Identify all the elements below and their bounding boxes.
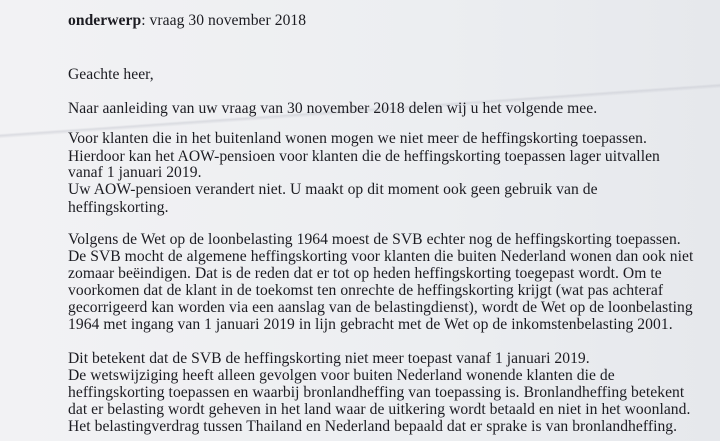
paragraph2-line: Volgens de Wet op de loonbelasting 1964 moest de SVB echter nog de heffingskorting toepassen. bbox=[68, 231, 681, 248]
paragraph3-line: Dit betekent dat de SVB de heffingskorting niet meer toepast vanaf 1 januari 2019. bbox=[68, 350, 590, 367]
salutation: Geachte heer, bbox=[68, 66, 154, 83]
paragraph1-line: vanaf 1 januari 2019. bbox=[68, 164, 202, 181]
paragraph3-line: heffingskorting toepassen en waarbij bronlandheffing van toepassing is. Bronlandheffing betekent bbox=[68, 384, 685, 401]
paragraph2-line: 1964 met ingang van 1 januari 2019 in lijn gebracht met de Wet op de inkomstenbelasting 2001. bbox=[68, 316, 673, 333]
paragraph2-line: voorkomen dat de klant in de toekomst ten onrechte de heffingskorting krijgt (wat pas achteraf bbox=[68, 282, 664, 299]
paragraph1-line: Uw AOW-pensioen verandert niet. U maakt op dit moment ook geen gebruik van de bbox=[68, 181, 598, 198]
paragraph3-line: De wetswijziging heeft alleen gevolgen voor buiten Nederland wonende klanten die de bbox=[68, 367, 615, 384]
paragraph2-line: gecorrigeerd kan worden via een aanslag van de belastingdienst), wordt de Wet op de loonbelasting bbox=[68, 299, 693, 316]
paragraph3-line: Het belastingverdrag tussen Thailand en Nederland bepaald dat er sprake is van bronlandheffing. bbox=[68, 418, 678, 435]
paragraph1-line: heffingskorting. bbox=[68, 199, 169, 216]
paragraph2-line: De SVB mocht de algemene heffingskorting voor klanten die buiten Nederland wonen dan ook niet bbox=[68, 248, 694, 265]
subject-value: : vraag 30 november 2018 bbox=[141, 12, 307, 29]
subject-line bbox=[68, 12, 306, 30]
subject-label: onderwerp bbox=[68, 12, 142, 29]
paragraph3-line: dat er belasting wordt geheven in het land waar de uitkering wordt betaald en niet in het woonland. bbox=[68, 401, 691, 418]
paragraph2-line: zomaar beëindigen. Dat is de reden dat er tot op heden heffingskorting toegepast wordt. Om te bbox=[68, 265, 662, 282]
paragraph1-line: Voor klanten die in het buitenland wonen mogen we niet meer de heffingskorting toepassen. bbox=[68, 130, 647, 147]
paragraph1-line: Hierdoor kan het AOW-pensioen voor klanten die de heffingskorting toepassen lager uitvallen bbox=[68, 148, 660, 165]
intro-line: Naar aanleiding van uw vraag van 30 november 2018 delen wij u het volgende mee. bbox=[68, 100, 598, 117]
